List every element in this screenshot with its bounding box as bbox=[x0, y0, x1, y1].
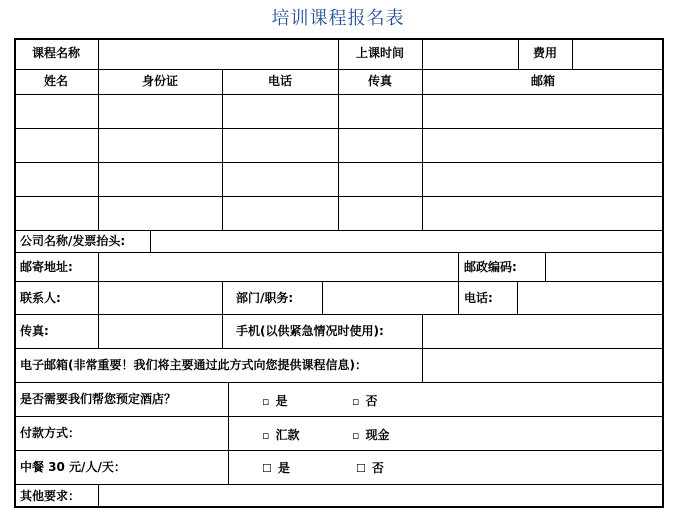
attendee-id-cell[interactable] bbox=[99, 95, 222, 128]
postcode-field[interactable] bbox=[546, 253, 662, 281]
contact-label: 联系人: bbox=[20, 291, 61, 305]
telephone-label: 电话: bbox=[464, 291, 493, 305]
attendee-fax-cell[interactable] bbox=[339, 95, 422, 128]
email-field[interactable] bbox=[423, 349, 662, 382]
attendee-phone-cell[interactable] bbox=[223, 163, 338, 196]
attendee-id-cell[interactable] bbox=[99, 129, 222, 162]
payment-cash-option[interactable] bbox=[352, 426, 389, 443]
company-label: 公司名称/发票抬头: bbox=[20, 234, 126, 248]
checkbox-icon: ▫ bbox=[352, 429, 360, 442]
lunch-yes-label: 是 bbox=[277, 461, 290, 475]
phone-header: 电话 bbox=[267, 74, 292, 88]
address-field[interactable] bbox=[99, 253, 458, 281]
payment-transfer-label: 汇款 bbox=[275, 428, 300, 442]
column-divider bbox=[222, 281, 223, 314]
mobile-label: 手机(以供紧急情况时使用): bbox=[236, 324, 384, 338]
email-header: 邮箱 bbox=[530, 74, 555, 88]
hotel-question: 是否需要我们帮您预定酒店？ bbox=[20, 392, 177, 406]
class-time-field[interactable] bbox=[423, 40, 517, 69]
payment-cash-label: 现金 bbox=[365, 428, 390, 442]
hotel-yes-option[interactable] bbox=[262, 392, 287, 409]
attendee-phone-cell[interactable] bbox=[223, 197, 338, 230]
payment-label: 付款方式： bbox=[20, 426, 81, 440]
attendee-phone-cell[interactable] bbox=[223, 95, 338, 128]
column-divider bbox=[222, 314, 223, 348]
fax-header: 传真 bbox=[367, 74, 392, 88]
attendee-fax-cell[interactable] bbox=[339, 129, 422, 162]
attendee-email-cell[interactable] bbox=[423, 163, 662, 196]
fee-label: 费用 bbox=[532, 46, 557, 60]
attendee-name-cell[interactable] bbox=[16, 163, 98, 196]
row-divider bbox=[14, 69, 664, 70]
department-label: 部门/职务: bbox=[236, 291, 294, 305]
postcode-label: 邮政编码: bbox=[464, 260, 517, 274]
mobile-field[interactable] bbox=[423, 315, 662, 348]
attendee-email-cell[interactable] bbox=[423, 129, 662, 162]
hotel-no-option[interactable] bbox=[352, 392, 377, 409]
row-divider bbox=[14, 450, 664, 451]
checkbox-icon: ☐ bbox=[262, 462, 272, 475]
fax-label: 传真: bbox=[20, 324, 49, 338]
contact-field[interactable] bbox=[99, 282, 222, 314]
attendee-id-cell[interactable] bbox=[99, 197, 222, 230]
column-divider bbox=[458, 281, 459, 314]
attendee-id-cell[interactable] bbox=[99, 163, 222, 196]
fee-field[interactable] bbox=[573, 40, 662, 69]
form-title: 培训课程报名表 bbox=[271, 8, 405, 29]
email-note-label: 电子邮箱(非常重要！我们将主要通过此方式向您提供课程信息)： bbox=[20, 358, 367, 372]
payment-transfer-option[interactable] bbox=[262, 426, 299, 443]
department-field[interactable] bbox=[323, 282, 458, 314]
checkbox-icon: ▫ bbox=[262, 395, 270, 408]
attendee-email-cell[interactable] bbox=[423, 197, 662, 230]
name-header: 姓名 bbox=[43, 74, 68, 88]
attendee-name-cell[interactable] bbox=[16, 129, 98, 162]
attendee-fax-cell[interactable] bbox=[339, 163, 422, 196]
lunch-yes-option[interactable] bbox=[262, 459, 290, 476]
checkbox-icon: ☐ bbox=[356, 462, 366, 475]
hotel-no-label: 否 bbox=[365, 394, 378, 408]
attendee-name-cell[interactable] bbox=[16, 95, 98, 128]
other-requirements-label: 其他要求： bbox=[20, 489, 81, 503]
course-name-field[interactable] bbox=[99, 40, 337, 69]
row-divider bbox=[14, 416, 664, 417]
lunch-no-option[interactable] bbox=[356, 459, 384, 476]
hotel-yes-label: 是 bbox=[275, 394, 288, 408]
attendee-phone-cell[interactable] bbox=[223, 129, 338, 162]
checkbox-icon: ▫ bbox=[262, 429, 270, 442]
column-divider bbox=[228, 382, 229, 484]
attendee-email-cell[interactable] bbox=[423, 95, 662, 128]
lunch-no-label: 否 bbox=[371, 461, 384, 475]
attendee-fax-cell[interactable] bbox=[339, 197, 422, 230]
id-card-header: 身份证 bbox=[141, 74, 178, 88]
telephone-field[interactable] bbox=[518, 282, 662, 314]
column-divider bbox=[458, 252, 459, 281]
fax-field[interactable] bbox=[99, 315, 222, 348]
other-requirements-field[interactable] bbox=[99, 485, 662, 506]
class-time-label: 上课时间 bbox=[355, 46, 404, 60]
course-name-label: 课程名称 bbox=[31, 46, 80, 60]
lunch-label: 中餐 30 元/人/天： bbox=[20, 460, 126, 474]
address-label: 邮寄地址: bbox=[20, 260, 73, 274]
row-divider bbox=[14, 382, 664, 383]
checkbox-icon: ▫ bbox=[352, 395, 360, 408]
attendee-name-cell[interactable] bbox=[16, 197, 98, 230]
company-field[interactable] bbox=[151, 231, 662, 252]
